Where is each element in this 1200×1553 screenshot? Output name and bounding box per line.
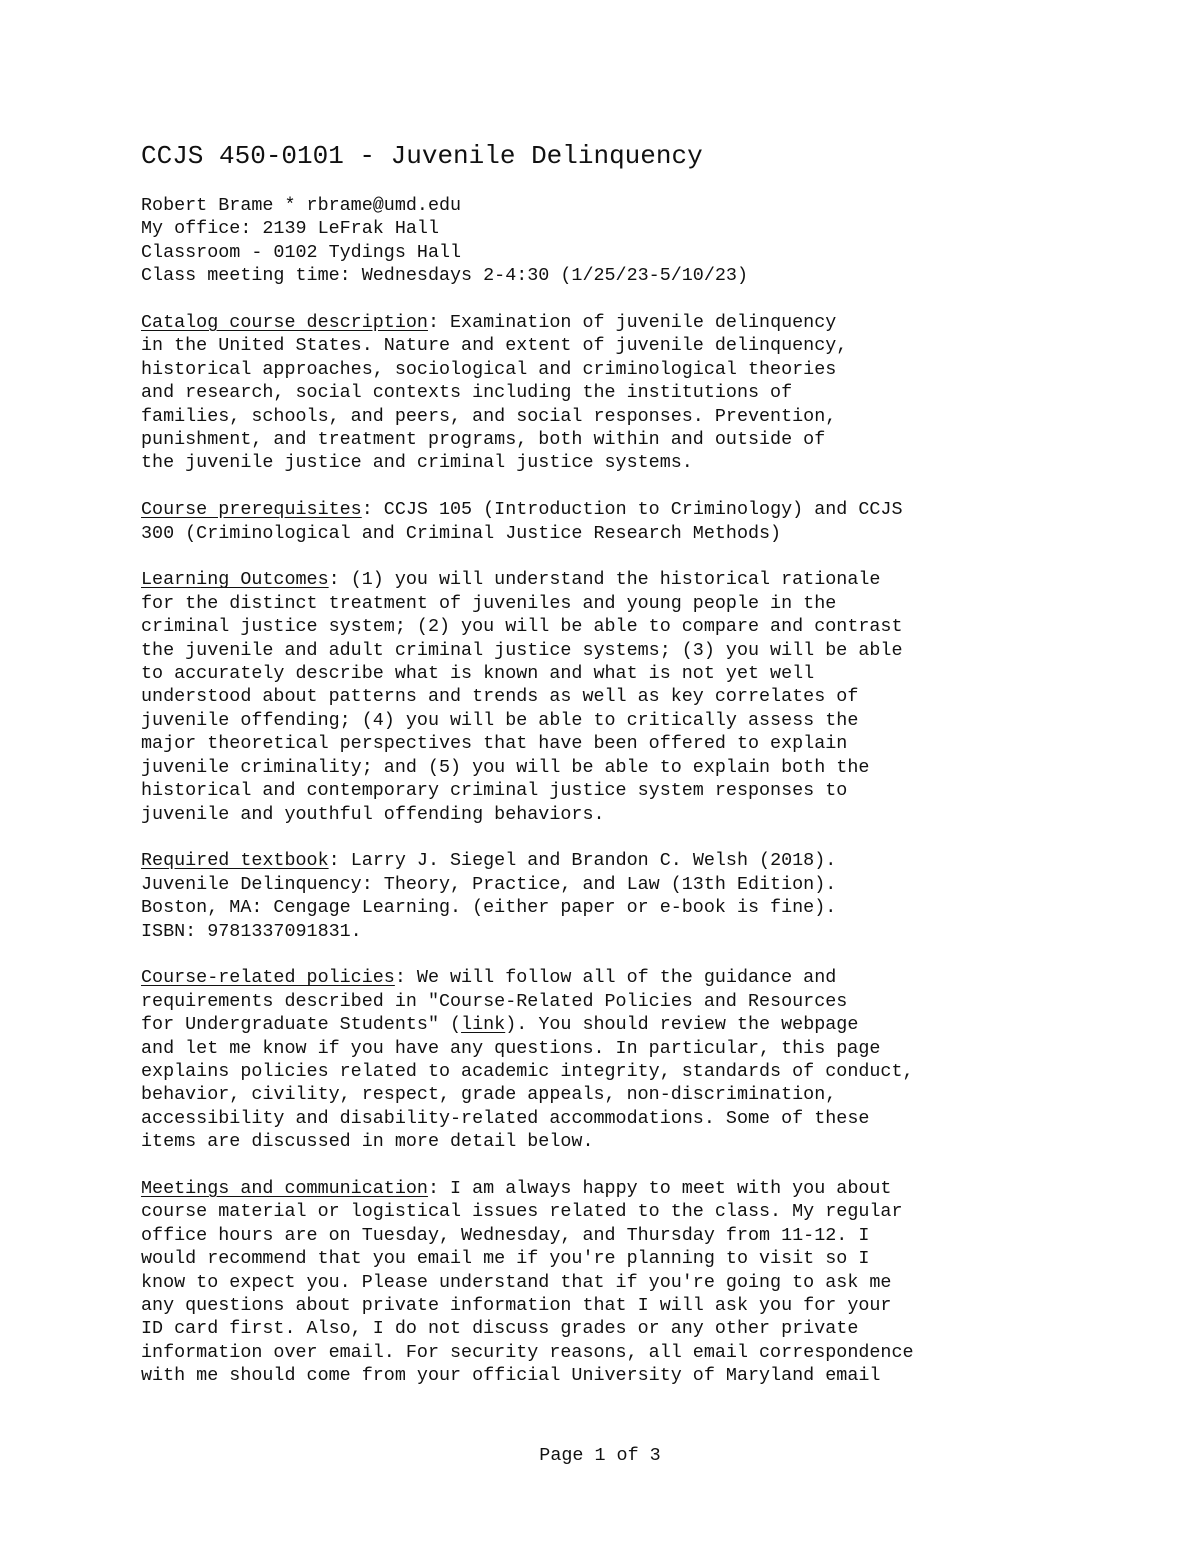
outcomes-line-0 [141, 568, 1061, 591]
textbook-heading: Required textbook [141, 850, 329, 872]
policies-line-4: explains policies related to academic integrity, standards of conduct, [141, 1060, 914, 1082]
policies-line-1: requirements described in "Course-Related Policies and Resources [141, 990, 848, 1012]
textbook-line-2: Boston, MA: Cengage Learning. (either paper or e-book is fine). [141, 897, 837, 919]
prereq-heading: Course prerequisites [141, 499, 362, 521]
outcomes-text-0: : (1) you will understand the historical rationale [328, 569, 881, 591]
catalog-text-0: : Examination of juvenile delinquency [427, 312, 837, 334]
outcomes-line-7: major theoretical perspectives that have been offered to explain [141, 733, 848, 755]
catalog-line-3: and research, social contexts including the institutions of [141, 382, 793, 404]
meetings-line-0 [141, 1177, 1061, 1200]
outcomes-line-9: historical and contemporary criminal justice system responses to [141, 780, 848, 802]
outcomes-line-8: juvenile criminality; and (5) you will be able to explain both the [141, 756, 870, 778]
outcomes-section [141, 568, 1061, 825]
outcomes-line-6: juvenile offending; (4) you will be able to critically assess the [141, 709, 859, 731]
meeting-time-line: Class meeting time: Wednesdays 2-4:30 (1/25/23-5/10/23) [141, 265, 748, 287]
prereq-section [141, 498, 1061, 545]
policies-text-0: : We will follow all of the guidance and [394, 967, 837, 989]
outcomes-line-1: for the distinct treatment of juveniles and young people in the [141, 592, 837, 614]
prereq-line-0 [141, 498, 1061, 521]
outcomes-line-5: understood about patterns and trends as well as key correlates of [141, 686, 859, 708]
policies-text-2b: ). You should review the webpage [505, 1014, 859, 1036]
policies-heading: Course-related policies [141, 967, 395, 989]
classroom-line: Classroom - 0102 Tydings Hall [141, 241, 462, 263]
policies-line-7: items are discussed in more detail below. [141, 1131, 594, 1153]
meetings-line-4: know to expect you. Please understand that if you're going to ask me [141, 1271, 892, 1293]
document-page [141, 140, 1061, 1388]
policies-section [141, 966, 1061, 1153]
meetings-line-1: course material or logistical issues related to the class. My regular [141, 1201, 903, 1223]
meetings-section [141, 1177, 1061, 1388]
outcomes-line-4: to accurately describe what is known and what is not yet well [141, 663, 815, 685]
meetings-heading: Meetings and communication [141, 1177, 428, 1199]
outcomes-line-10: juvenile and youthful offending behaviors. [141, 803, 605, 825]
meetings-line-5: any questions about private information that I will ask you for your [141, 1295, 892, 1316]
textbook-line-0 [141, 849, 1061, 872]
meetings-line-7: information over email. For security reasons, all email correspondence [141, 1341, 914, 1363]
meetings-text-0: : I am always happy to meet with you about [427, 1177, 892, 1199]
catalog-line-4: families, schools, and peers, and social responses. Prevention, [141, 405, 837, 427]
page-title: CCJS 450-0101 - Juvenile Delinquency [141, 141, 703, 171]
outcomes-line-3: the juvenile and adult criminal justice systems; (3) you will be able [141, 639, 903, 661]
policies-line-3: and let me know if you have any questions. In particular, this page [141, 1037, 881, 1059]
instructor-line: Robert Brame * rbrame@umd.edu [141, 195, 462, 216]
policies-line-0 [141, 966, 1061, 989]
catalog-section [141, 311, 1061, 475]
outcomes-line-2: criminal justice system; (2) you will be able to compare and contrast [141, 616, 903, 638]
textbook-line-1: Juvenile Delinquency: Theory, Practice, and Law (13th Edition). [141, 873, 837, 895]
prereq-line-1: 300 (Criminological and Criminal Justice Research Methods) [141, 522, 782, 544]
catalog-line-2: historical approaches, sociological and criminological theories [141, 358, 837, 380]
textbook-line-3: ISBN: 9781337091831. [141, 920, 362, 942]
policies-line-2 [141, 1013, 1061, 1036]
outcomes-heading: Learning Outcomes [141, 569, 329, 591]
policies-text-2a: for Undergraduate Students" ( [141, 1014, 462, 1036]
policies-link[interactable]: link [461, 1014, 506, 1036]
policies-line-6: accessibility and disability-related accommodations. Some of these [141, 1107, 870, 1129]
catalog-line-1: in the United States. Nature and extent of juvenile delinquency, [141, 335, 848, 357]
page-number: Page 1 of 3 [539, 1445, 661, 1466]
catalog-line-0 [141, 311, 1061, 334]
header-info [141, 194, 1061, 288]
catalog-heading: Catalog course description [141, 312, 428, 334]
meetings-line-3: would recommend that you email me if you're planning to visit so I [141, 1248, 870, 1270]
office-line: My office: 2139 LeFrak Hall [141, 218, 439, 240]
textbook-text-0: : Larry J. Siegel and Brandon C. Welsh (2018). [328, 850, 837, 872]
meetings-line-8: with me should come from your official University of Maryland email [141, 1365, 881, 1387]
meetings-line-2: office hours are on Tuesday, Wednesday, and Thursday from 11-12. I [141, 1224, 870, 1246]
catalog-line-6: the juvenile justice and criminal justice systems. [141, 452, 693, 474]
catalog-line-5: punishment, and treatment programs, both within and outside of [141, 429, 826, 451]
policies-line-5: behavior, civility, respect, grade appeals, non-discrimination, [141, 1084, 837, 1106]
textbook-section [141, 849, 1061, 943]
meetings-line-6: ID card first. Also, I do not discuss grades or any other private [141, 1318, 859, 1340]
prereq-text-0: : CCJS 105 (Introduction to Criminology) and CCJS [361, 499, 903, 521]
